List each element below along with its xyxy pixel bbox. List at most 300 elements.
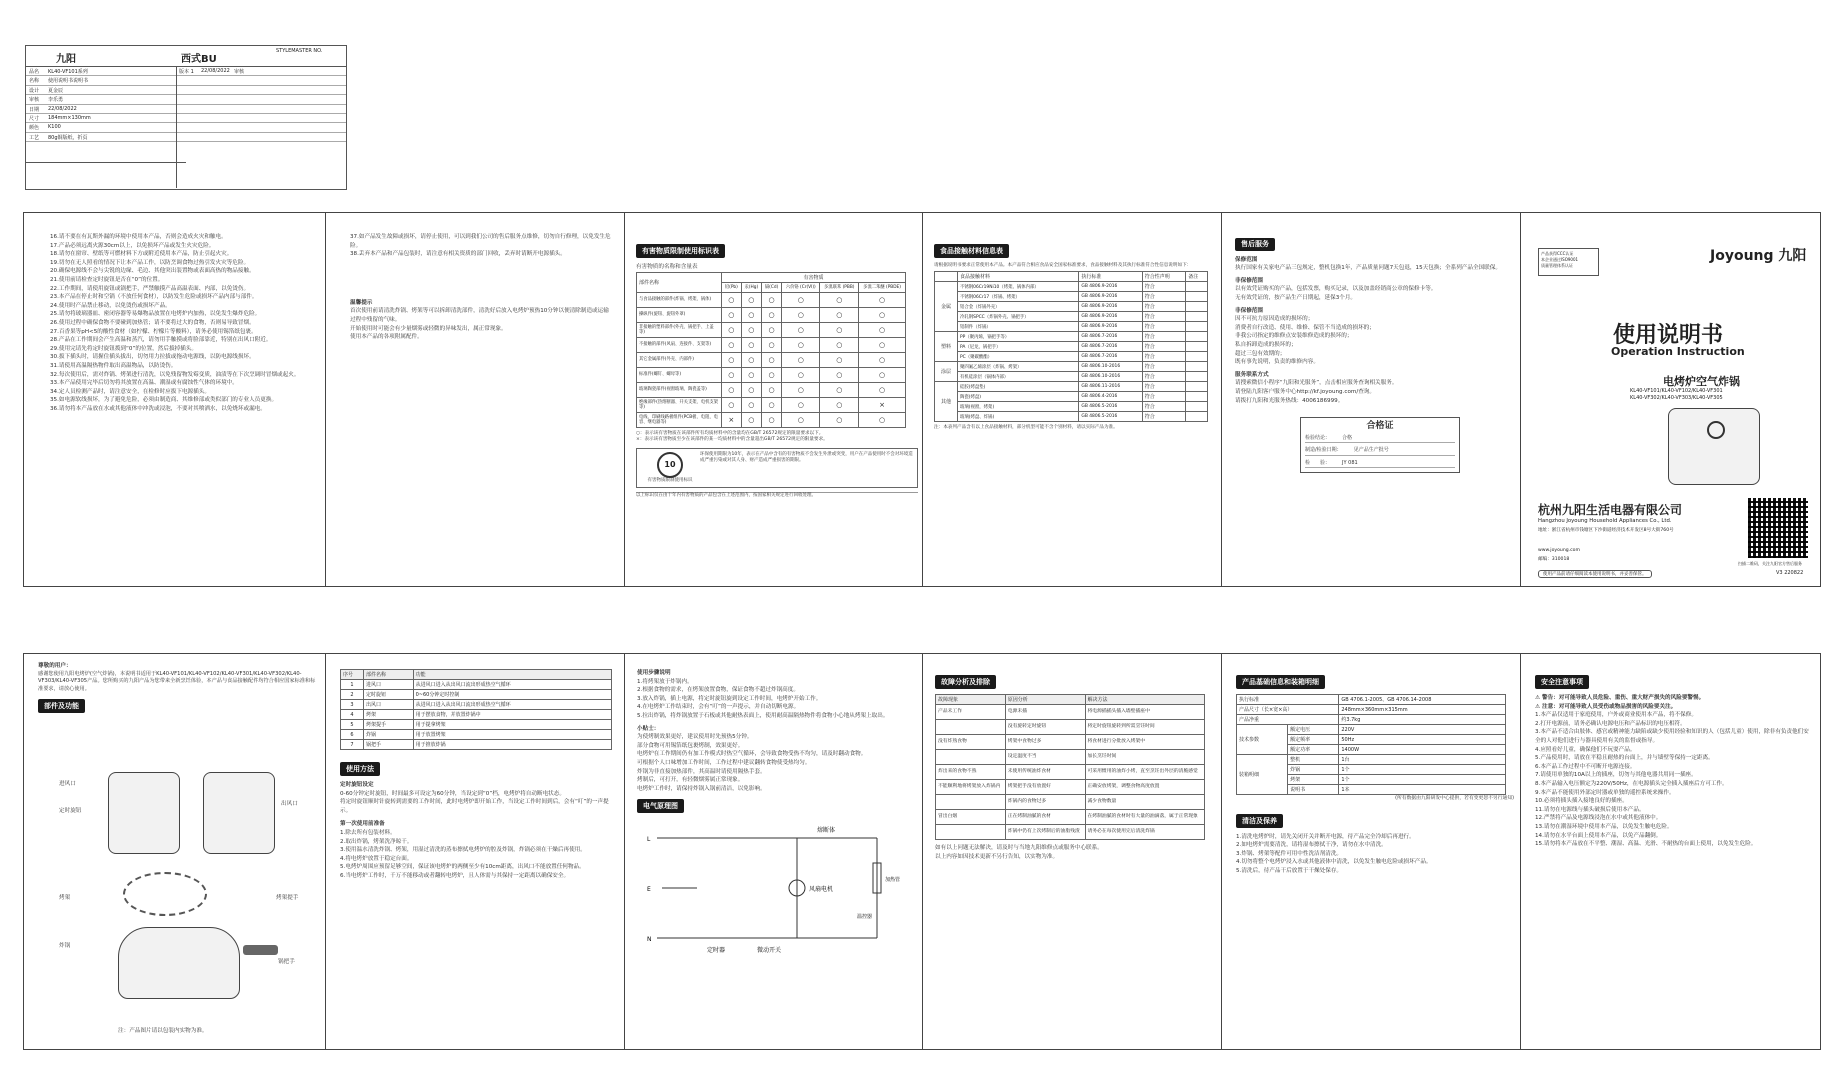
material-remark bbox=[1186, 342, 1208, 352]
hazard-note: ○：表示该有害物质在该部件所有均质材料中的含量均在GB/T 26572规定的限量要求以下。 bbox=[636, 430, 824, 436]
safety-item: 26.使用过程中确保食物不要碰到加热管；请不要将过大的食物，否则易导致冒烟。 bbox=[50, 319, 255, 326]
usage-tip: 为使烤制效果更好，建议使用时先预热5分钟。 bbox=[637, 734, 753, 741]
material-name: PA（尼龙，锅把手） bbox=[958, 342, 1079, 352]
material-ok: 符合 bbox=[1142, 292, 1185, 302]
safety-item: 8.本产品输入电压额定为220V/50Hz，在电源插头完全插入插座后方可工作。 bbox=[1535, 780, 1728, 787]
header-row bbox=[26, 67, 346, 76]
certificate-title: 合格证 bbox=[1366, 421, 1394, 432]
panel2-text bbox=[350, 233, 612, 342]
first-use-step: 4.将电烤炉放置于稳定台面。 bbox=[340, 855, 413, 862]
table-row bbox=[936, 825, 1205, 840]
hazard-cell: ○ bbox=[859, 382, 906, 397]
safety-panel bbox=[1535, 669, 1810, 849]
fold-line bbox=[1520, 212, 1521, 587]
header-value: 184mm×130mm bbox=[48, 114, 91, 121]
spec-value: 220V bbox=[1339, 725, 1506, 735]
material-standard: GB 4806.7-2016 bbox=[1079, 352, 1142, 362]
hazard-cell: ○ bbox=[762, 337, 782, 352]
table-row bbox=[935, 372, 1208, 382]
spec-value: GB 4706.1-2005、GB 4706.14-2008 bbox=[1339, 695, 1506, 705]
spec-key: 产品净重 bbox=[1237, 715, 1339, 725]
greeting: 尊敬的用户： bbox=[38, 663, 72, 669]
box-qty: 1本 bbox=[1339, 785, 1506, 795]
timer-note: 将定时旋钮顺时针旋转到需要的工作时间，此时电烤炉即开始工作，当设定工作时间到后，会有“叮”的一声提示。 bbox=[340, 799, 609, 814]
out-title: 非保修范围 bbox=[1235, 277, 1263, 284]
safety-item: 18.请勿在窗帘、壁纸等可燃材料下方或附近使用本产品，防止引起火灾。 bbox=[50, 251, 233, 258]
safety-title: 安全注意事项 bbox=[1535, 675, 1589, 689]
table-row bbox=[341, 710, 612, 720]
col-header: 执行标准 bbox=[1079, 272, 1142, 282]
safety-item: 19.切勿在无人照看的情况下让本产品工作，以防烹调食物过热引发火灾等危险。 bbox=[50, 259, 250, 266]
warm-tip: 首次使用前请清洗炸锅、烤架等可以拆卸清洗部件，清洗好后放入电烤炉预热10分钟以便清除制造或运输过程中残留的气味。 bbox=[350, 308, 609, 323]
table-row bbox=[936, 735, 1205, 750]
box-qty: 1个 bbox=[1339, 765, 1506, 775]
material-remark bbox=[1186, 302, 1208, 312]
material-remark bbox=[1186, 412, 1208, 422]
table-row bbox=[341, 720, 612, 730]
service-title: 售后服务 bbox=[1235, 238, 1275, 251]
part-name: 绝缘部件(热熔断器、开关支架、电机支架等) bbox=[637, 397, 722, 412]
safety-item: 22.工作期间，请使用旋钮或锅把手，严禁触摸产品高温表面、内部，以免烫伤。 bbox=[50, 285, 250, 292]
hazard-cell: ○ bbox=[722, 367, 742, 382]
service-item: 私自拆卸造成的损坏的； bbox=[1235, 341, 1297, 348]
material-standard: GB 4806.11-2016 bbox=[1079, 382, 1142, 392]
hazard-cell: ○ bbox=[820, 337, 859, 352]
timer-setting-title: 定时旋钮设定 bbox=[340, 782, 374, 788]
hazard-cell: ○ bbox=[762, 322, 782, 337]
table-cell: 4 bbox=[341, 710, 364, 720]
cover-title: 使用说明书 bbox=[1613, 323, 1724, 348]
circuit-microswitch: 微动开关 bbox=[757, 947, 782, 955]
hazard-cell: ○ bbox=[741, 307, 761, 322]
hazard-section bbox=[636, 238, 918, 499]
hazard-cell: ○ bbox=[782, 397, 820, 412]
safety-item: 2.打开电源前，请务必确认电源电压和产品标识的电压相符。 bbox=[1535, 720, 1686, 727]
material-ok: 符合 bbox=[1142, 412, 1185, 422]
certificate-row bbox=[1305, 446, 1455, 456]
safety-item: 28.产品在工作期间会产生高温和蒸汽，请勿用手触摸或将脸部靠近，特别在出风口附近。 bbox=[50, 337, 272, 344]
hazard-cell: ○ bbox=[820, 412, 859, 427]
service-item: 消费者自行改造、使用、维修、保管不当造成的损坏的； bbox=[1235, 324, 1375, 331]
header-footnote-area bbox=[26, 162, 186, 189]
usage-tip: 部分食物可用锡箔纸包裹烤制，效果更好。 bbox=[637, 742, 744, 749]
version-code: V3 220822 bbox=[1776, 570, 1804, 576]
usage-tip: 电烤炉工作时，请保持炸锅入锅前清洁，以免影响。 bbox=[637, 785, 766, 792]
material-group: 其他 bbox=[935, 382, 958, 422]
part-name: 玻璃陶瓷部件(视窗玻璃、陶瓷盖等) bbox=[637, 382, 722, 397]
spec-value: 约3.7kg bbox=[1339, 715, 1506, 725]
hazard-cell: ○ bbox=[820, 307, 859, 322]
label-timer-knob: 定时旋钮 bbox=[59, 808, 82, 814]
material-name: 铝合金（炸锅外壳） bbox=[958, 302, 1079, 312]
material-ok: 符合 bbox=[1142, 302, 1185, 312]
table-row bbox=[1237, 715, 1506, 725]
food-title: 食品接触材料信息表 bbox=[934, 244, 1009, 258]
hazard-cell: ○ bbox=[722, 352, 742, 367]
header-key: 审核 bbox=[234, 69, 245, 75]
part-name: 不接触的部件(风扇、连接件、支架等) bbox=[637, 337, 722, 352]
table-row bbox=[936, 795, 1205, 810]
safety-item: 29.使用完请先将定时旋钮拨到“0”的位置，然后拔掉插头。 bbox=[50, 345, 197, 352]
table-row bbox=[341, 730, 612, 740]
table-cell: 7 bbox=[341, 740, 364, 750]
spec-key: 产品尺寸（长×宽×高） bbox=[1237, 705, 1339, 715]
table-cell: 2 bbox=[341, 690, 364, 700]
tips-title: 小贴士： bbox=[637, 725, 660, 732]
material-standard: GB 4806.5-2016 bbox=[1079, 412, 1142, 422]
qr-code-icon bbox=[1748, 498, 1808, 558]
parts-table bbox=[340, 669, 612, 750]
material-standard: GB 4806.9-2016 bbox=[1079, 302, 1142, 312]
hazard-cell: ○ bbox=[741, 412, 761, 427]
cert-line: 本企业通过ISO9001 bbox=[1541, 257, 1579, 262]
warning-line: 警告：对可能导致人员危险、重伤、重大财产损失的风险要警惕。 bbox=[1541, 695, 1705, 701]
material-standard: GB 4806.7-2016 bbox=[1079, 332, 1142, 342]
table-cell: 用于提拿烤架 bbox=[413, 720, 611, 730]
circuit-heater: 加热管 bbox=[885, 877, 901, 884]
warning-text bbox=[1535, 694, 1810, 703]
material-name: 有机硅涂层（锅体内部） bbox=[958, 372, 1079, 382]
safety-item: 12.严禁将产品及电源线浸泡在水中或其他液体中。 bbox=[1535, 815, 1662, 822]
table-cell: 进风口 bbox=[364, 680, 414, 690]
hazard-cell: ○ bbox=[741, 337, 761, 352]
table-cell: 用于摆放食物，并放置炸锅中 bbox=[413, 710, 611, 720]
hazard-cell: ○ bbox=[782, 367, 820, 382]
safety-item: 38.丢弃本产品和产品包装时，请注意有相关资质的部门回收，丢弃时请断开电源插头。 bbox=[350, 251, 566, 258]
material-remark bbox=[1186, 282, 1208, 292]
fold-line bbox=[624, 653, 625, 1050]
ep-box bbox=[636, 448, 918, 488]
header-division: 西式BU bbox=[181, 54, 217, 65]
service-item: 非我公司指定的维修点安装维修造成的损坏的； bbox=[1235, 333, 1353, 340]
header-row bbox=[26, 76, 346, 85]
hazard-cell: ○ bbox=[859, 412, 906, 427]
certificate-key: 检 验： bbox=[1305, 459, 1331, 466]
table-header-row bbox=[637, 272, 906, 282]
usage-step: 5.拉出炸锅，将炸锅放置于石板或其他耐热表面上，使用耐高温隔热物件将食物小心地从烤架上取出。 bbox=[637, 712, 889, 719]
hazard-cell: ○ bbox=[859, 292, 906, 307]
header-value: K100 bbox=[48, 124, 61, 131]
recycle-note: 以上标识仅在由十年内有害物质的产品包含在上述范围内，按国家相关规定进行回收处理。 bbox=[636, 492, 918, 499]
certificate-row bbox=[1305, 434, 1455, 444]
caution-icon: ⚠ bbox=[1535, 703, 1541, 710]
table-row bbox=[935, 282, 1208, 292]
header-key: 名称 bbox=[29, 78, 40, 85]
cleaning-step: 4.切勿将整个电烤炉浸入水或其他液体中清洗，以免发生触电危险或损坏产品。 bbox=[1236, 859, 1432, 866]
material-ok: 符合 bbox=[1142, 402, 1185, 412]
col-header: 功能 bbox=[413, 670, 611, 680]
header-row bbox=[26, 86, 346, 95]
cleaning-step: 5.清洗后，待产品干后放置于干燥处保存。 bbox=[1236, 867, 1343, 874]
box-item: 炸锅 bbox=[1288, 765, 1339, 775]
header-row bbox=[26, 123, 346, 132]
table-row bbox=[1237, 725, 1506, 735]
first-use-title: 第一次使用前准备 bbox=[340, 821, 385, 828]
hazard-cell: ○ bbox=[782, 322, 820, 337]
label-air-outlet: 出风口 bbox=[281, 801, 298, 807]
hazard-cell: ○ bbox=[782, 412, 820, 427]
timer-note: 0-60分钟定时旋钮，时间最多可设定为60分钟，当设定到“0”档，电烤炉将自动断电状态。 bbox=[340, 790, 565, 797]
fryer-pot-drawing bbox=[118, 927, 240, 999]
circuit-fan: 风扇电机 bbox=[809, 886, 834, 894]
material-name: 玻璃(烤盘、炸锅) bbox=[958, 412, 1079, 422]
service-item: 无有效凭证的，按产品生产日期起，延保3个月。 bbox=[1235, 294, 1357, 301]
table-cell: 3 bbox=[341, 700, 364, 710]
cleaning-step: 3.炸锅、烤架等配件可用中性洗洁剂清洗。 bbox=[1236, 850, 1343, 857]
header-row bbox=[26, 105, 346, 114]
hazard-cell: ○ bbox=[762, 397, 782, 412]
hazard-cell: ○ bbox=[859, 367, 906, 382]
service-item: 超过三包有效期的； bbox=[1235, 350, 1286, 357]
header-key: 颜色 bbox=[29, 125, 40, 132]
warm-tips-title: 温馨提示 bbox=[350, 299, 373, 306]
warning-icon: ⚠ bbox=[1535, 695, 1541, 701]
header-value: 80g铜版纸，折页 bbox=[48, 134, 88, 141]
safety-item: 13.请勿在潮湿环境中使用本产品，以免发生触电危险。 bbox=[1535, 823, 1673, 830]
service-contact-item: 请登陆九阳客户服务中心http://kf.joyoung.com/查询。 bbox=[1235, 388, 1375, 395]
hazard-cell: ○ bbox=[741, 292, 761, 307]
table-cell bbox=[936, 795, 1006, 810]
hazard-table bbox=[636, 272, 906, 428]
fryer-front-drawing bbox=[108, 772, 180, 854]
table-row bbox=[637, 307, 906, 322]
table-row bbox=[637, 352, 906, 367]
safety-item: 1.本产品仅适用于家庭使用，户外或商业使用本产品，将不保修。 bbox=[1535, 712, 1697, 719]
col-header: 备注 bbox=[1186, 272, 1208, 282]
hazard-cell: ○ bbox=[722, 382, 742, 397]
material-ok: 符合 bbox=[1142, 372, 1185, 382]
table-row bbox=[637, 412, 906, 427]
label-rack: 烤架 bbox=[59, 895, 71, 901]
box-item: 整机 bbox=[1288, 755, 1339, 765]
material-name: 不锈钢06Cr19Ni10（烤架、锅体内部） bbox=[958, 282, 1079, 292]
col-header: 故障现象 bbox=[936, 695, 1006, 705]
table-row bbox=[935, 332, 1208, 342]
hazard-cell: ○ bbox=[820, 382, 859, 397]
ep-text: 环保使用期限为10年，表示在产品中含有的有害物质不会发生外泄或突变，用户在产品使用时不会对环境造成严重污染或对其人身、财产造成严重损害的期限。 bbox=[700, 451, 913, 463]
certificate-value: 合格 bbox=[1342, 434, 1353, 441]
spec-key: 额定功率 bbox=[1288, 745, 1339, 755]
material-standard: GB 4806.10-2016 bbox=[1079, 372, 1142, 382]
food-note: 注：本表列产品含有以上食品接触材料，部分机型可能不含个别材料，请以实际产品为准。 bbox=[934, 425, 1118, 431]
safety-item: 31.请使用高温隔热物件取出高温物品，以防烫伤。 bbox=[50, 362, 177, 369]
material-remark bbox=[1186, 402, 1208, 412]
company-zip: 邮编：310018 bbox=[1538, 557, 1570, 562]
safety-item: 15.请勿将本产品放在不平整、潮湿、高温、光滑、不耐热的台面上使用，以免发生危险。 bbox=[1535, 841, 1757, 848]
table-row bbox=[936, 720, 1205, 735]
usage-step: 1.将烤架放于炸锅内。 bbox=[637, 678, 693, 685]
material-remark bbox=[1186, 322, 1208, 332]
cover-models: KL40-VF302/KL40-VF303/KL40-VF305 bbox=[1630, 395, 1723, 401]
material-group: 塑料 bbox=[935, 332, 958, 362]
circuit-diagram bbox=[637, 818, 907, 958]
table-cell: 冒出白烟 bbox=[936, 810, 1006, 825]
safety-item: 10.必须将插头插入接地良好的插座。 bbox=[1535, 798, 1628, 805]
warm-tip: 开始使用时可能会有少量烟雾或轻微的异味发出，属正常现象。 bbox=[350, 325, 507, 332]
spec-group: 技术参数 bbox=[1237, 725, 1288, 755]
table-row bbox=[637, 292, 906, 307]
hazard-cell: ○ bbox=[741, 322, 761, 337]
material-ok: 符合 bbox=[1142, 322, 1185, 332]
table-cell: 从进风口进入从出风口流出形成热空气循环 bbox=[413, 680, 611, 690]
table-row bbox=[637, 382, 906, 397]
cert-line: 质量管理体系认证 bbox=[1541, 263, 1573, 268]
cover-note: 使用产品前请仔细阅读本使用说明书，并妥善保管。 bbox=[1538, 570, 1652, 578]
hazard-cell: ○ bbox=[820, 397, 859, 412]
hazard-subtitle: 有害物质的名称和含量表 bbox=[636, 264, 698, 270]
box-qty: 1台 bbox=[1339, 755, 1506, 765]
cover-panel bbox=[1538, 243, 1808, 578]
circuit-N: N bbox=[647, 936, 652, 944]
specs-note: (所有数据由九阳研发中心提供，若有变更恕不另行通知) bbox=[1395, 796, 1514, 801]
table-row bbox=[637, 367, 906, 382]
caution-line: 注意：对可能导致人员受伤或物品损害的风险要关注。 bbox=[1541, 703, 1677, 710]
table-cell: 炸锅 bbox=[364, 730, 414, 740]
specs-table bbox=[1236, 694, 1506, 795]
warm-tip: 使用本产品的各项附属配件。 bbox=[350, 334, 423, 341]
safety-item: 11.请勿在电源线与插头破损后使用本产品。 bbox=[1535, 806, 1645, 813]
part-name: 非接触的塑料部件(外壳、锅把手、上盖等) bbox=[637, 322, 722, 337]
cert-line: 产品获得CCC认证 bbox=[1541, 251, 1574, 256]
material-ok: 符合 bbox=[1142, 282, 1185, 292]
hazard-cell: ○ bbox=[820, 292, 859, 307]
safety-item: 4.应照看好儿童，确保他们不玩耍产品。 bbox=[1535, 746, 1636, 753]
material-name: 聚四氟乙烯涂层（炸锅、烤架） bbox=[958, 362, 1079, 372]
col-header: 六价铬 (Cr(VI)) bbox=[782, 282, 820, 292]
hazard-cell: ○ bbox=[762, 352, 782, 367]
table-cell: 定时旋钮 bbox=[364, 690, 414, 700]
part-name: 其它金属部件(外壳、内部件) bbox=[637, 352, 722, 367]
first-use-step: 1.除去所有包装材料。 bbox=[340, 829, 396, 836]
service-contact-item: 请搜索微信小程序“九阳和光服务”，点击相应服务查询相关服务。 bbox=[1235, 380, 1398, 387]
col-header: 铅(Pb) bbox=[722, 282, 742, 292]
col-header: 食品接触材料 bbox=[958, 272, 1079, 282]
table-cell: 减少食物数量 bbox=[1085, 795, 1205, 810]
material-ok: 符合 bbox=[1142, 312, 1185, 322]
box-item: 说明书 bbox=[1288, 785, 1339, 795]
safety-item: 37.如产品发生故障或损坏，请停止使用，可以到我们公司的售后服务点维修，切勿自行修理，以免发生危险。 bbox=[350, 234, 611, 249]
pot-handle-drawing bbox=[243, 945, 278, 955]
material-group: 金属 bbox=[935, 282, 958, 332]
usage-method-title: 使用方法 bbox=[340, 762, 380, 776]
material-standard: GB 4806.9-2016 bbox=[1079, 312, 1142, 322]
col-header: 镉(Cd) bbox=[762, 282, 782, 292]
company-address: 地址：浙江省杭州市钱塘区下沙街道经济技术开发区8号大街760号 bbox=[1538, 528, 1674, 533]
usage-tip: 可根据个人口味增加工作时间，工作过程中建议翻转食物使受热均匀。 bbox=[637, 759, 811, 766]
certificate-key: 检验结论： bbox=[1305, 434, 1331, 441]
safety-item: 7.请使用单独的10A以上的插座，切勿与其他电器共用同一插座。 bbox=[1535, 772, 1697, 779]
material-name: 不锈钢06Cr17（炸锅、烤架） bbox=[958, 292, 1079, 302]
table-row bbox=[935, 402, 1208, 412]
food-section bbox=[934, 238, 1216, 433]
table-row bbox=[341, 680, 612, 690]
table-cell bbox=[936, 825, 1006, 840]
material-standard: GB 4806.4-2016 bbox=[1079, 392, 1142, 402]
logo-cn: 九阳 bbox=[1778, 248, 1807, 264]
intro-text: 感谢您使用九阳电烤炉(空气炸锅)，本说明书适用于KL40-VF101/KL40-VF102/KL40-VF301/KL40-VF302/KL40-VF303/KL40-VF305产品。您所购买的九阳产品为您带来全新烹饪体验，本产品与食品接触配件均符合相应国家标准和标准要求，请放心使用。 bbox=[38, 670, 316, 692]
header-value: 李乐勇 bbox=[48, 97, 64, 104]
table-cell: 没有炸熟食物 bbox=[936, 735, 1006, 750]
fryer-back-drawing bbox=[203, 772, 275, 854]
material-name: 铝制件（炸锅） bbox=[958, 322, 1079, 332]
col-header bbox=[935, 272, 958, 282]
material-remark bbox=[1186, 382, 1208, 392]
table-header-row bbox=[935, 272, 1208, 282]
table-cell: 没有旋转定时旋钮 bbox=[1005, 720, 1085, 735]
spec-value: 248mm×360mm×315mm bbox=[1339, 705, 1506, 715]
table-cell: 加长烹饪时间 bbox=[1085, 750, 1205, 765]
safety-item: 6.本产品工作过程中不可断开电源连接。 bbox=[1535, 763, 1636, 770]
first-use-step: 2.取出炸锅，烤架洗净晾干。 bbox=[340, 838, 413, 845]
material-standard: GB 4806.9-2016 bbox=[1079, 322, 1142, 332]
table-cell: 不能顺利地将烤架放入炸锅内 bbox=[936, 780, 1006, 795]
material-remark bbox=[1186, 332, 1208, 342]
material-group: 涂层 bbox=[935, 362, 958, 382]
circuit-fuse: 熔断体 bbox=[817, 827, 836, 835]
safety-item: 27.百香果等pH<5的酸性食材（如柠檬、柠檬片等酸料），请务必使用锡箔纸包裹。 bbox=[50, 328, 257, 335]
company-en: Hangzhou Joyoung Household Appliances Co., Ltd. bbox=[1538, 518, 1672, 524]
table-cell bbox=[936, 720, 1006, 735]
hazard-note: ×：表示该有害物质至少在该部件的某一均质材料中的含量超出GB/T 26572规定的限量要求。 bbox=[636, 437, 828, 443]
material-ok: 符合 bbox=[1142, 342, 1185, 352]
safety-item: 32.每次使用后，需对炸锅、烤架进行清洗，以免残留物发霉变质，油渍等在下次烹调时冒烟或起火。 bbox=[50, 371, 300, 378]
table-cell: 炸锅内的食物过多 bbox=[1005, 795, 1085, 810]
ep-label: 有害物质限制使用标识 bbox=[647, 477, 693, 483]
table-row bbox=[341, 740, 612, 750]
box-item: 烤架 bbox=[1288, 775, 1339, 785]
table-row bbox=[935, 382, 1208, 392]
hazard-cell: × bbox=[859, 397, 906, 412]
part-name: 标准件(螺钉、螺母等) bbox=[637, 367, 722, 382]
hazard-cell: ○ bbox=[859, 322, 906, 337]
col-header: 汞(Hg) bbox=[741, 282, 761, 292]
usage-steps-panel bbox=[637, 669, 915, 958]
table-cell: 可采用惯用的油炸小烤，直至烹饪出外层的清脆感觉 bbox=[1085, 765, 1205, 780]
safety-item: 16.请不要在有瓦斯外漏的环境中使用本产品，否则会造成火灾和触电。 bbox=[50, 234, 227, 240]
table-cell: 将食材进行分批放入烤架中 bbox=[1085, 735, 1205, 750]
part-name: 与食品接触的部件(炸锅、烤架、锅体) bbox=[637, 292, 722, 307]
table-row bbox=[935, 352, 1208, 362]
service-item: 以有效凭证购买的产品，包括发票，购买记录，以及加盖经销商公章的保修卡等。 bbox=[1235, 286, 1437, 293]
material-remark bbox=[1186, 312, 1208, 322]
table-row bbox=[935, 312, 1208, 322]
logo-en: Joyoung bbox=[1710, 248, 1774, 264]
material-name: 冷轧钢SPCC（炸锅外壳、锅把手） bbox=[958, 312, 1079, 322]
table-row bbox=[341, 690, 612, 700]
spec-header-box bbox=[25, 45, 347, 190]
header-key: 品名 bbox=[29, 69, 40, 75]
table-cell: 用于放置烤架 bbox=[413, 730, 611, 740]
hazard-cell: ○ bbox=[722, 397, 742, 412]
fault-table bbox=[935, 694, 1205, 840]
table-row bbox=[936, 810, 1205, 825]
table-cell: 0~60分钟定时控制 bbox=[413, 690, 611, 700]
material-standard: GB 4806.9-2016 bbox=[1079, 282, 1142, 292]
hazard-cell: ○ bbox=[722, 322, 742, 337]
circuit-E: E bbox=[647, 886, 651, 894]
fold-line bbox=[922, 212, 923, 587]
hazard-cell: ○ bbox=[741, 367, 761, 382]
header-value: KL40-VF101系列 bbox=[48, 69, 88, 75]
header-divider bbox=[176, 66, 177, 188]
certificate-box bbox=[1300, 417, 1460, 473]
fault-note: 如有以上问题无法解决，请及时与当地九阳维修点或服务中心联系。 bbox=[935, 845, 1103, 851]
table-row bbox=[637, 337, 906, 352]
table-header-row bbox=[341, 670, 612, 680]
table-cell: 5 bbox=[341, 720, 364, 730]
material-remark bbox=[1186, 292, 1208, 302]
cleaning-title: 清洁及保养 bbox=[1236, 814, 1283, 828]
